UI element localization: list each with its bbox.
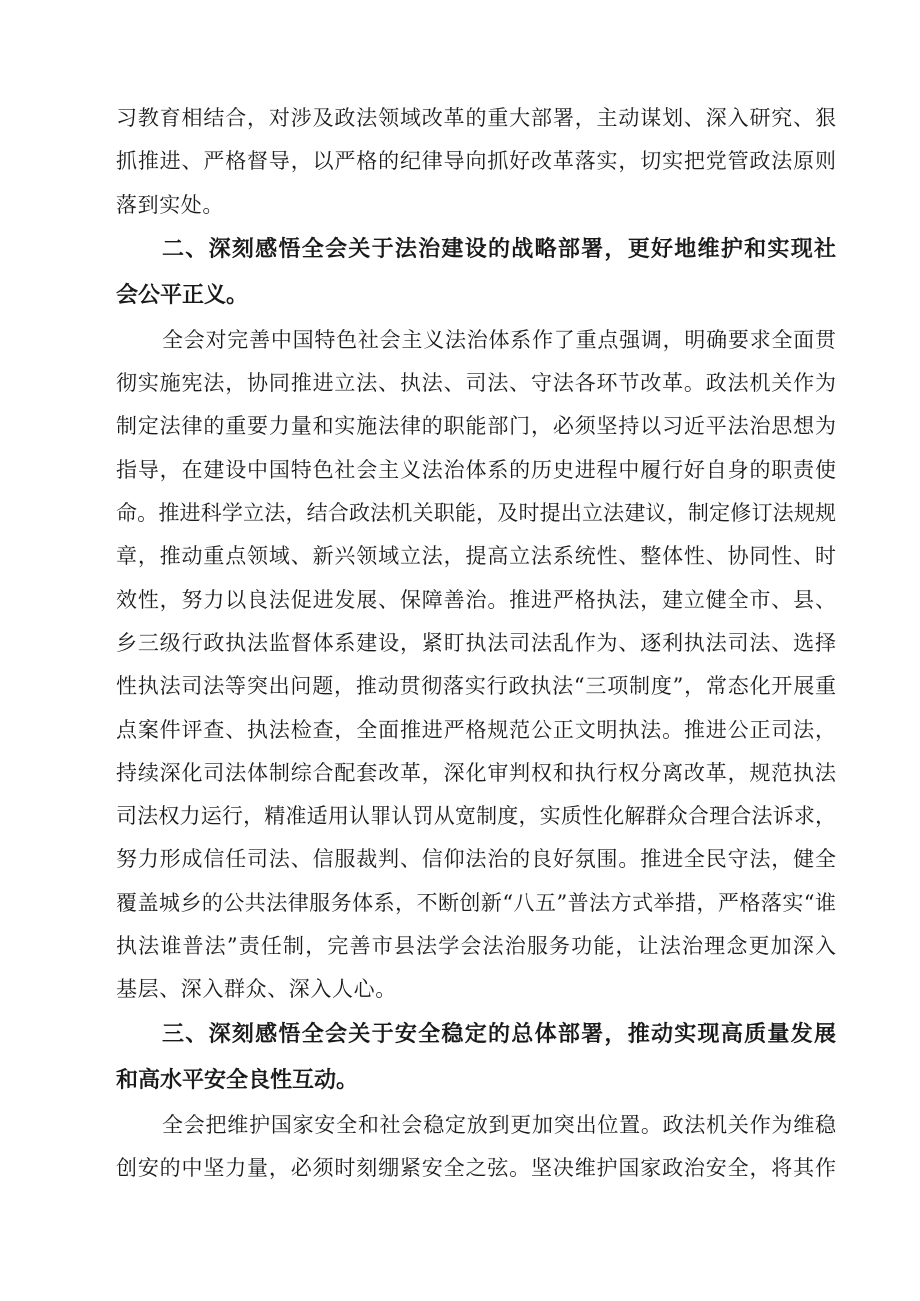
text-line: 效性，努力以良法促进发展、保障善治。推进严格执法，建立健全市、县、 [116, 587, 836, 612]
text-line: 覆盖城乡的公共法律服务体系，不断创新“八五”普法方式举措，严格落实“谁 [116, 890, 836, 915]
text-line: 习教育相结合，对涉及政法领域改革的重大部署，主动谋划、深入研究、狠 [116, 106, 836, 130]
text-line: 彻实施宪法，协同推进立法、执法、司法、守法各环节改革。政法机关作为 [116, 371, 836, 396]
text-line: 章，推动重点领域、新兴领域立法，提高立法系统性、整体性、协同性、时 [116, 544, 836, 569]
section-heading-2 [116, 227, 836, 319]
text-line: 执法谁普法”责任制，完善市县法学会法治服务功能，让法治理念更加深入 [116, 934, 836, 959]
document-body [116, 97, 836, 1190]
text-line: 持续深化司法体制综合配套改革，深化审判权和执行权分离改革，规范执法 [116, 760, 836, 785]
text-line: 落到实处。 [116, 192, 224, 217]
heading-line: 和高水平安全良性互动。 [116, 1067, 359, 1093]
text-line: 乡三级行政执法监督体系建设，紧盯执法司法乱作为、逐利执法司法、选择 [116, 630, 836, 655]
paragraph-security [116, 1104, 836, 1191]
heading-line: 会公平正义。 [116, 282, 249, 308]
text-line: 抓推进、严格督导，以严格的纪律导向抓好改革落实，切实把党管政法原则 [116, 149, 836, 174]
text-line: 全会对完善中国特色社会主义法治体系作了重点强调，明确要求全面贯 [162, 327, 836, 352]
text-line: 基层、深入群众、深入人心。 [116, 977, 397, 1002]
heading-line: 二、深刻感悟全会关于法治建设的战略部署，更好地维护和实现社 [162, 236, 836, 262]
section-heading-3 [116, 1012, 836, 1104]
text-line: 命。推进科学立法，结合政法机关职能，及时提出立法建议，制定修订法规规 [116, 501, 836, 526]
text-line: 努力形成信任司法、信服裁判、信仰法治的良好氛围。推进全民守法，健全 [116, 847, 836, 872]
text-line: 指导，在建设中国特色社会主义法治体系的历史进程中履行好自身的职责使 [116, 457, 836, 482]
text-line: 点案件评查、执法检查，全面推进严格规范公正文明执法。推进公正司法， [116, 717, 836, 742]
text-line: 创安的中坚力量，必须时刻绷紧安全之弦。坚决维护国家政治安全，将其作 [116, 1155, 836, 1180]
text-line: 制定法律的重要力量和实施法律的职能部门，必须坚持以习近平法治思想为 [116, 414, 836, 439]
text-line: 全会把维护国家安全和社会稳定放到更加突出位置。政法机关作为维稳 [162, 1112, 836, 1137]
text-line: 司法权力运行，精准适用认罪认罚从宽制度，实质性化解群众合理合法诉求， [116, 804, 836, 829]
paragraph-intro [116, 97, 836, 227]
paragraph-rule-of-law [116, 319, 836, 1012]
text-line: 性执法司法等突出问题，推动贯彻落实行政执法“三项制度”，常态化开展重 [116, 674, 836, 699]
heading-line: 三、深刻感悟全会关于安全稳定的总体部署，推动实现高质量发展 [162, 1021, 836, 1047]
